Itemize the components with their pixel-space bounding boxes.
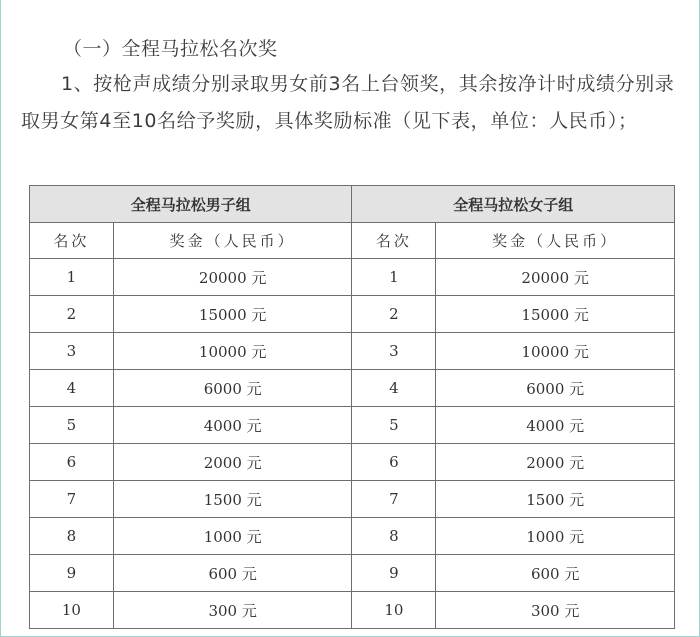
men-rank-cell: 7 (30, 481, 114, 518)
women-rank-header: 名次 (352, 223, 436, 259)
table-row (30, 555, 675, 592)
group-header-row (30, 186, 675, 223)
women-rank-cell: 1 (352, 259, 436, 296)
women-amount-cell: 10000 元 (436, 333, 675, 370)
men-amount-cell: 6000 元 (113, 370, 352, 407)
women-rank-cell: 8 (352, 518, 436, 555)
women-amount-cell: 4000 元 (436, 407, 675, 444)
women-amount-cell: 300 元 (436, 592, 675, 629)
table-row (30, 407, 675, 444)
men-rank-header: 名次 (30, 223, 114, 259)
men-amount-cell: 4000 元 (113, 407, 352, 444)
men-amount-cell: 10000 元 (113, 333, 352, 370)
women-amount-header: 奖金（人民币） (436, 223, 675, 259)
women-amount-cell: 6000 元 (436, 370, 675, 407)
column-header-row (30, 223, 675, 259)
women-amount-cell: 20000 元 (436, 259, 675, 296)
women-amount-cell: 1500 元 (436, 481, 675, 518)
women-amount-cell: 600 元 (436, 555, 675, 592)
women-rank-cell: 4 (352, 370, 436, 407)
women-rank-cell: 2 (352, 296, 436, 333)
men-amount-cell: 1500 元 (113, 481, 352, 518)
men-rank-cell: 3 (30, 333, 114, 370)
women-rank-cell: 7 (352, 481, 436, 518)
men-rank-cell: 8 (30, 518, 114, 555)
table-row (30, 333, 675, 370)
table-row (30, 481, 675, 518)
men-rank-cell: 10 (30, 592, 114, 629)
rules-paragraph-text: 1、按枪声成绩分别录取男女前3名上台领奖，其余按净计时成绩分别录取男女第4至10名给予奖励，具体奖励标准（见下表，单位：人民币）； (21, 73, 675, 132)
table-row (30, 518, 675, 555)
section-heading: （一）全程马拉松名次奖 (63, 38, 278, 60)
women-amount-cell: 15000 元 (436, 296, 675, 333)
table-row (30, 259, 675, 296)
men-amount-cell: 20000 元 (113, 259, 352, 296)
prize-table (29, 185, 675, 629)
men-rank-cell: 5 (30, 407, 114, 444)
table-row (30, 296, 675, 333)
women-group-header: 全程马拉松女子组 (352, 186, 675, 223)
women-rank-cell: 6 (352, 444, 436, 481)
women-amount-cell: 1000 元 (436, 518, 675, 555)
men-rank-cell: 2 (30, 296, 114, 333)
women-rank-cell: 10 (352, 592, 436, 629)
men-rank-cell: 9 (30, 555, 114, 592)
men-amount-header: 奖金（人民币） (113, 223, 352, 259)
prize-table-body (30, 259, 675, 629)
women-amount-cell: 2000 元 (436, 444, 675, 481)
men-amount-cell: 1000 元 (113, 518, 352, 555)
men-rank-cell: 6 (30, 444, 114, 481)
men-amount-cell: 600 元 (113, 555, 352, 592)
men-rank-cell: 4 (30, 370, 114, 407)
table-row (30, 444, 675, 481)
rules-paragraph (21, 66, 685, 140)
table-row (30, 592, 675, 629)
women-rank-cell: 9 (352, 555, 436, 592)
men-amount-cell: 2000 元 (113, 444, 352, 481)
men-group-header: 全程马拉松男子组 (30, 186, 352, 223)
table-row (30, 370, 675, 407)
men-rank-cell: 1 (30, 259, 114, 296)
men-amount-cell: 15000 元 (113, 296, 352, 333)
women-rank-cell: 5 (352, 407, 436, 444)
men-amount-cell: 300 元 (113, 592, 352, 629)
women-rank-cell: 3 (352, 333, 436, 370)
